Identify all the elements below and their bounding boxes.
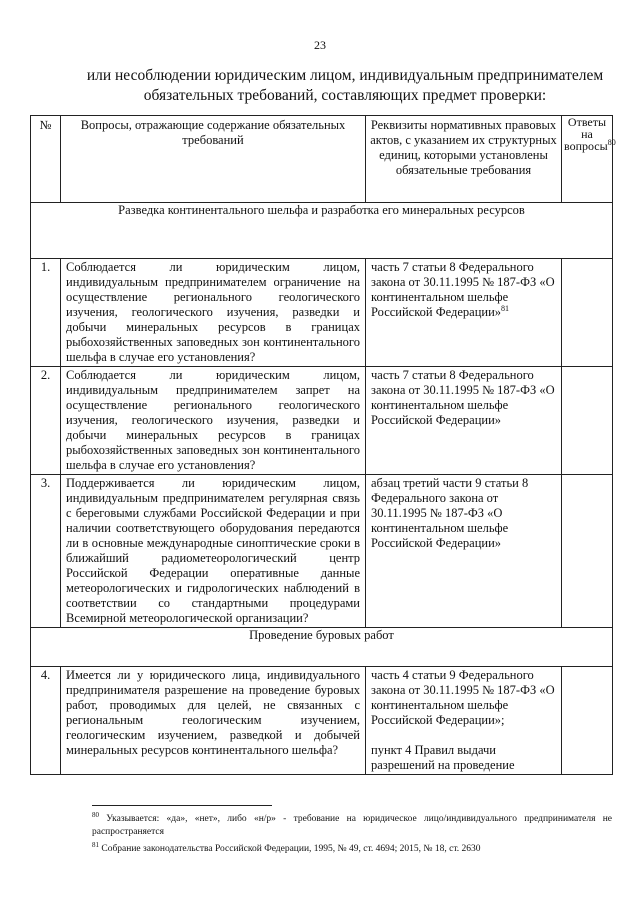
row-num: 2. [31, 367, 61, 475]
table-header-row [31, 116, 613, 203]
footnote-text: Указывается: «да», «нет», либо «н/р» - требование на юридическое лицо/индивидуального предпринимателя не распространяется [92, 814, 613, 838]
row-legal-extra: пункт 4 Правил выдачи разрешений на проведение [371, 743, 515, 772]
table-row [31, 475, 613, 628]
header-answers [562, 115, 616, 203]
row-question: Поддерживается ли юридическим лицом, индивидуальным предпринимателем регулярная связь с береговыми службами Российской Федерации и при наличии соответствующего оборудования передаются ли в основные международные синоптические сроки в ближайший радиометеорологический центр Российской Федерации оперативные данные метеорологических и гидрологических наблюдений в соответствии со стандартными процедурами Всемирной метеорологической организации? [61, 475, 366, 628]
row-answer-cell[interactable] [562, 667, 613, 775]
table-row [31, 367, 613, 475]
header-answers-label: Ответы на вопросы [564, 115, 608, 153]
footnotes [92, 809, 612, 856]
section-row [31, 628, 613, 667]
section-title: Разведка континентального шельфа и разработка его минеральных ресурсов [31, 203, 613, 259]
footnote-text: Собрание законодательства Российской Федерации, 1995, № 49, ст. 4694; 2015, № 18, ст. 2630 [101, 844, 481, 855]
row-legal-text: часть 7 статьи 8 Федерального закона от 30.11.1995 № 187-ФЗ «О континентальном шельфе Российской Федерации» [371, 260, 555, 319]
footnote-mark: 80 [92, 811, 99, 819]
row-legal: абзац третий части 9 статьи 8 Федерального закона от 30.11.1995 № 187-ФЗ «О континентальном шельфе Российской Федерации» [366, 475, 562, 628]
requirements-table [30, 115, 616, 775]
footnote-80 [92, 809, 612, 839]
section-title: Проведение буровых работ [31, 628, 613, 667]
footnote-mark: 81 [92, 841, 99, 850]
row-legal [366, 667, 562, 775]
footnote-81 [92, 839, 612, 856]
table-row [31, 259, 613, 367]
row-num: 1. [31, 259, 61, 367]
row-answer-cell[interactable] [562, 367, 613, 475]
row-question: Соблюдается ли юридическим лицом, индивидуальным предпринимателем запрет на осуществление регионального геологического изучения, геологического изучения, разведки и добычи минеральных ресурсов в границах рыбохозяйственных заповедных зон континентального шельфа в случае его установления? [61, 367, 366, 475]
footnote-divider [92, 805, 272, 806]
section-row [31, 203, 613, 259]
row-legal-text: часть 4 статьи 9 Федерального закона от 30.11.1995 № 187-ФЗ «О континентальном шельфе Российской Федерации»; [371, 668, 555, 727]
page-number: 23 [314, 38, 326, 52]
row-answer-cell[interactable] [562, 475, 613, 628]
row-question: Имеется ли у юридического лица, индивидуального предпринимателя разрешение на проведение буровых работ, проводимых для целей, не связанных с региональным геологическим изучением, геологическим изучением, разведкой и добычей минеральных ресурсов континентального шельфа? [61, 667, 366, 775]
header-legal: Реквизиты нормативных правовых актов, с указанием их структурных единиц, которыми установлены обязательные требования [366, 116, 562, 203]
row-legal: часть 7 статьи 8 Федерального закона от 30.11.1995 № 187-ФЗ «О континентальном шельфе Российской Федерации» [366, 367, 562, 475]
footnote-ref-80: 80 [607, 138, 616, 147]
row-legal [366, 259, 562, 367]
row-num: 4. [31, 667, 61, 775]
header-num: № [31, 116, 61, 203]
table-row [31, 667, 613, 775]
intro-text: или несоблюдении юридическим лицом, индивидуальным предпринимателем обязательных требований, составляющих предмет проверки: [86, 67, 604, 104]
header-question: Вопросы, отражающие содержание обязательных требований [61, 116, 366, 203]
row-answer-cell[interactable] [562, 259, 613, 367]
footnote-ref-81: 81 [501, 303, 510, 313]
row-question: Соблюдается ли юридическим лицом, индивидуальным предпринимателем ограничение на осуществление регионального геологического изучения, геологического изучения, разведки и добычи минеральных ресурсов в границах рыбохозяйственных заповедных зон континентального шельфа в случае его установления? [61, 259, 366, 367]
row-num: 3. [31, 475, 61, 628]
